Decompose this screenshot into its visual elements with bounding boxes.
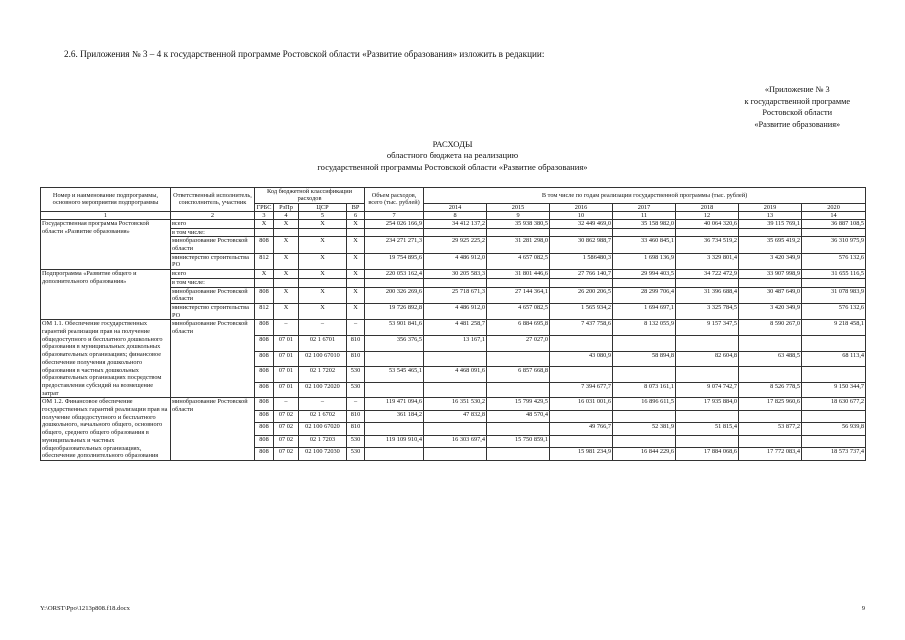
column-number: 7: [365, 211, 424, 219]
row-year-value: 4 468 091,6: [424, 367, 487, 383]
row-year-value: 43 080,9: [550, 351, 613, 367]
row-year-value: [487, 351, 550, 367]
row-rzpr: 07 02: [274, 448, 299, 461]
row-year-value: 576 132,6: [802, 253, 866, 269]
row-year-value: [424, 382, 487, 398]
row-rzpr: 07 01: [274, 335, 299, 351]
row-rzpr: Х: [274, 253, 299, 269]
row-responsible: министерство строительства РО: [171, 253, 255, 269]
row-year-value: 36 310 975,9: [802, 237, 866, 253]
row-responsible: минобразование Ростовской области: [171, 398, 255, 461]
row-year-value: [613, 228, 676, 237]
row-csr: [299, 278, 347, 287]
row-year-value: 31 655 116,5: [802, 270, 866, 279]
row-grbs: 812: [255, 303, 274, 319]
row-vr: Х: [347, 303, 365, 319]
row-total: 53 901 841,6: [365, 320, 424, 336]
row-year-value: 33 907 998,9: [739, 270, 802, 279]
row-year-value: 35 695 419,2: [739, 237, 802, 253]
row-vr: 530: [347, 448, 365, 461]
column-number: 13: [739, 211, 802, 219]
row-rzpr: [274, 278, 299, 287]
row-year-value: 36 734 519,2: [676, 237, 739, 253]
expenses-table: [40, 187, 866, 461]
row-csr: 02 1 6702: [299, 410, 347, 423]
row-year-value: 29 994 403,5: [613, 270, 676, 279]
row-rzpr: 07 02: [274, 435, 299, 448]
row-responsible: министерство строительства РО: [171, 303, 255, 319]
row-year-value: [550, 367, 613, 383]
header-years: В том числе по годам реализации государственной программы (тыс. рублей): [424, 188, 866, 204]
row-year-value: [550, 410, 613, 423]
appendix-line: Ростовской области: [762, 108, 833, 118]
row-csr: Х: [299, 253, 347, 269]
row-grbs: 808: [255, 435, 274, 448]
row-year-value: 4 657 082,5: [487, 253, 550, 269]
header-year: 2020: [802, 203, 866, 211]
row-csr: 02 1 7203: [299, 435, 347, 448]
row-year-value: 30 205 583,3: [424, 270, 487, 279]
row-year-value: 9 157 347,5: [676, 320, 739, 336]
table-row: [41, 398, 866, 411]
row-year-value: 8 132 055,9: [613, 320, 676, 336]
row-vr: Х: [347, 237, 365, 253]
header-grbs: ГРБС: [255, 203, 274, 211]
row-grbs: 808: [255, 398, 274, 411]
row-vr: Х: [347, 219, 365, 228]
row-total: [365, 351, 424, 367]
row-year-value: 9 150 344,7: [802, 382, 866, 398]
row-csr: 02 100 67020: [299, 423, 347, 436]
row-total: 356 376,5: [365, 335, 424, 351]
row-year-value: 4 481 258,7: [424, 320, 487, 336]
row-year-value: 3 420 349,9: [739, 253, 802, 269]
row-grbs: [255, 228, 274, 237]
row-year-value: 68 113,4: [802, 351, 866, 367]
row-csr: Х: [299, 270, 347, 279]
row-year-value: 32 449 469,0: [550, 219, 613, 228]
row-year-value: [487, 423, 550, 436]
row-year-value: [739, 435, 802, 448]
row-vr: Х: [347, 287, 365, 303]
row-grbs: 808: [255, 367, 274, 383]
row-grbs: 808: [255, 287, 274, 303]
row-total: 200 326 269,6: [365, 287, 424, 303]
row-vr: 810: [347, 351, 365, 367]
row-year-value: [802, 410, 866, 423]
row-year-value: 27 027,0: [487, 335, 550, 351]
column-number: 3: [255, 211, 274, 219]
row-year-value: [613, 410, 676, 423]
row-year-value: 27 766 140,7: [550, 270, 613, 279]
row-year-value: 49 766,7: [550, 423, 613, 436]
row-total: 254 026 166,9: [365, 219, 424, 228]
row-rzpr: –: [274, 320, 299, 336]
row-year-value: 4 657 082,5: [487, 303, 550, 319]
row-grbs: 808: [255, 351, 274, 367]
row-grbs: 808: [255, 410, 274, 423]
row-csr: 02 1 6701: [299, 335, 347, 351]
row-year-value: 17 825 960,6: [739, 398, 802, 411]
row-grbs: 808: [255, 423, 274, 436]
row-year-value: 25 718 671,3: [424, 287, 487, 303]
row-year-value: 6 857 668,8: [487, 367, 550, 383]
column-number: 9: [487, 211, 550, 219]
row-year-value: [550, 435, 613, 448]
row-vr: [347, 278, 365, 287]
row-year-value: [676, 228, 739, 237]
row-year-value: [424, 351, 487, 367]
row-rzpr: Х: [274, 219, 299, 228]
row-year-value: 28 299 706,4: [613, 287, 676, 303]
row-year-value: [739, 410, 802, 423]
column-number: 5: [299, 211, 347, 219]
row-year-value: 30 487 649,0: [739, 287, 802, 303]
header-csr: ЦСР: [299, 203, 347, 211]
row-csr: Х: [299, 219, 347, 228]
row-year-value: 3 325 784,5: [676, 303, 739, 319]
row-year-value: 31 281 298,0: [487, 237, 550, 253]
row-year-value: 1 586480,3: [550, 253, 613, 269]
row-name: ОМ 1.2. Финансовое обеспечение государственных гарантий реализации прав на получение общедоступного и бесплатного дошкольного, начального общего, основного общего, среднего общего образования в муниципальных и частных общеобразовательных организациях, обеспечение дополнительного образования: [41, 398, 171, 461]
row-year-value: [739, 335, 802, 351]
row-responsible: в том числе:: [171, 278, 255, 287]
row-csr: –: [299, 398, 347, 411]
header-rzpr: РзПр: [274, 203, 299, 211]
row-vr: 530: [347, 382, 365, 398]
row-year-value: 15 750 859,1: [487, 435, 550, 448]
intro-text: 2.6. Приложения № 3 – 4 к государственной программе Ростовской области «Развитие образования» изложить в редакции:: [64, 49, 545, 59]
row-year-value: 27 144 364,1: [487, 287, 550, 303]
row-year-value: 16 303 697,4: [424, 435, 487, 448]
row-rzpr: Х: [274, 237, 299, 253]
row-responsible: в том числе:: [171, 228, 255, 237]
row-csr: 02 100 72020: [299, 382, 347, 398]
appendix-line: «Развитие образования»: [754, 119, 841, 129]
row-year-value: 9 218 458,1: [802, 320, 866, 336]
footer-file-path: Y:\ORST\Ppo\1213p808.f18.docx: [40, 605, 130, 612]
row-vr: –: [347, 398, 365, 411]
row-year-value: 26 200 206,5: [550, 287, 613, 303]
header-year: 2018: [676, 203, 739, 211]
row-year-value: 40 064 320,6: [676, 219, 739, 228]
header-code: Код бюджетной классификации расходов: [255, 188, 365, 204]
row-year-value: 53 877,2: [739, 423, 802, 436]
row-year-value: [802, 335, 866, 351]
header-name: Номер и наименование подпрограммы, основного мероприятия подпрограммы: [41, 188, 171, 212]
row-year-value: 9 074 742,7: [676, 382, 739, 398]
column-number: 1: [41, 211, 171, 219]
row-responsible: минобразование Ростовской области: [171, 237, 255, 253]
header-total: Объем расходов, всего (тыс. рублей): [365, 188, 424, 212]
row-year-value: [676, 278, 739, 287]
appendix-line: к государственной программе: [744, 96, 850, 106]
row-year-value: 47 832,8: [424, 410, 487, 423]
table-body: [41, 219, 866, 460]
row-rzpr: 07 01: [274, 382, 299, 398]
row-rzpr: 07 01: [274, 351, 299, 367]
row-year-value: 29 925 225,2: [424, 237, 487, 253]
row-name: ОМ 1.1. Обеспечение государственных гарантий реализации прав на получение общедоступного и бесплатного дошкольного образования в муниципальных дошкольных образовательных организациях; финансовое обеспечение получения дошкольного образования в частных дошкольных образовательных организациях посредством предоставления субсидий на возмещение затрат: [41, 320, 171, 398]
row-vr: Х: [347, 253, 365, 269]
row-year-value: 7 437 758,6: [550, 320, 613, 336]
row-csr: –: [299, 320, 347, 336]
row-total: 53 545 465,1: [365, 367, 424, 383]
row-grbs: [255, 278, 274, 287]
column-number: 10: [550, 211, 613, 219]
row-year-value: 16 844 229,6: [613, 448, 676, 461]
row-grbs: 808: [255, 335, 274, 351]
row-year-value: 52 381,9: [613, 423, 676, 436]
row-year-value: 13 167,1: [424, 335, 487, 351]
row-total: 119 109 910,4: [365, 435, 424, 448]
row-year-value: 4 486 912,0: [424, 303, 487, 319]
title-line: РАСХОДЫ: [432, 139, 473, 149]
row-responsible: всего: [171, 219, 255, 228]
row-rzpr: –: [274, 398, 299, 411]
row-total: [365, 382, 424, 398]
column-number: 14: [802, 211, 866, 219]
row-year-value: [739, 228, 802, 237]
row-responsible: минобразование Ростовской области: [171, 287, 255, 303]
row-vr: 530: [347, 435, 365, 448]
row-year-value: [613, 335, 676, 351]
column-number: 6: [347, 211, 365, 219]
row-year-value: 36 887 108,5: [802, 219, 866, 228]
row-csr: Х: [299, 303, 347, 319]
column-number: 2: [171, 211, 255, 219]
row-year-value: [676, 435, 739, 448]
column-number: 11: [613, 211, 676, 219]
row-year-value: 17 935 884,0: [676, 398, 739, 411]
row-year-value: 3 420 349,9: [739, 303, 802, 319]
row-year-value: 31 078 983,9: [802, 287, 866, 303]
row-year-value: [739, 278, 802, 287]
table-header: [41, 188, 866, 220]
row-grbs: 808: [255, 448, 274, 461]
document-title: [0, 139, 905, 173]
row-rzpr: Х: [274, 270, 299, 279]
row-year-value: 31 801 446,6: [487, 270, 550, 279]
row-responsible: всего: [171, 270, 255, 279]
row-rzpr: [274, 228, 299, 237]
row-year-value: 1 698 136,9: [613, 253, 676, 269]
row-year-value: 6 884 695,8: [487, 320, 550, 336]
row-year-value: 17 884 068,6: [676, 448, 739, 461]
row-vr: –: [347, 320, 365, 336]
row-year-value: [802, 435, 866, 448]
row-year-value: 34 412 137,2: [424, 219, 487, 228]
row-vr: 530: [347, 367, 365, 383]
row-year-value: 18 573 737,4: [802, 448, 866, 461]
row-year-value: 1 565 934,2: [550, 303, 613, 319]
row-total: 220 053 162,4: [365, 270, 424, 279]
row-responsible: минобразование Ростовской области: [171, 320, 255, 398]
row-year-value: [676, 410, 739, 423]
row-rzpr: 07 02: [274, 410, 299, 423]
row-csr: 02 100 72030: [299, 448, 347, 461]
column-number: 4: [274, 211, 299, 219]
header-year: 2017: [613, 203, 676, 211]
row-year-value: [424, 448, 487, 461]
row-total: 119 471 094,6: [365, 398, 424, 411]
row-year-value: [676, 335, 739, 351]
row-csr: [299, 228, 347, 237]
row-year-value: [487, 382, 550, 398]
row-grbs: Х: [255, 270, 274, 279]
row-year-value: [424, 423, 487, 436]
row-vr: Х: [347, 270, 365, 279]
header-year: 2015: [487, 203, 550, 211]
row-year-value: [676, 367, 739, 383]
row-year-value: [802, 278, 866, 287]
table-row: [41, 219, 866, 228]
row-csr: 02 100 67010: [299, 351, 347, 367]
row-year-value: 31 396 688,4: [676, 287, 739, 303]
header-year: 2019: [739, 203, 802, 211]
row-vr: 810: [347, 423, 365, 436]
row-year-value: [802, 367, 866, 383]
header-vr: ВР: [347, 203, 365, 211]
row-year-value: [802, 228, 866, 237]
row-year-value: 34 722 472,9: [676, 270, 739, 279]
row-year-value: [550, 228, 613, 237]
row-year-value: [739, 367, 802, 383]
row-rzpr: Х: [274, 303, 299, 319]
row-csr: Х: [299, 287, 347, 303]
row-grbs: Х: [255, 219, 274, 228]
row-grbs: 808: [255, 382, 274, 398]
row-year-value: 4 486 912,0: [424, 253, 487, 269]
row-year-value: [613, 278, 676, 287]
row-year-value: 15 981 234,9: [550, 448, 613, 461]
row-year-value: 51 815,4: [676, 423, 739, 436]
row-year-value: 30 862 988,7: [550, 237, 613, 253]
row-total: 19 754 895,6: [365, 253, 424, 269]
row-grbs: 808: [255, 320, 274, 336]
row-vr: 810: [347, 335, 365, 351]
row-year-value: 8 073 161,1: [613, 382, 676, 398]
page-number: 9: [861, 605, 865, 612]
row-rzpr: 07 01: [274, 367, 299, 383]
appendix-line: «Приложение № 3: [764, 85, 830, 94]
column-number: 8: [424, 211, 487, 219]
row-name: Подпрограмма «Развитие общего и дополнительного образования»: [41, 270, 171, 320]
row-year-value: [613, 435, 676, 448]
row-year-value: [550, 278, 613, 287]
row-year-value: [613, 367, 676, 383]
row-total: [365, 448, 424, 461]
header-year: 2016: [550, 203, 613, 211]
row-year-value: 56 939,8: [802, 423, 866, 436]
row-year-value: 17 772 083,4: [739, 448, 802, 461]
row-vr: [347, 228, 365, 237]
row-year-value: [550, 335, 613, 351]
row-total: 234 271 271,3: [365, 237, 424, 253]
row-year-value: 48 570,4: [487, 410, 550, 423]
row-total: [365, 228, 424, 237]
row-year-value: 8 526 778,5: [739, 382, 802, 398]
row-total: 19 726 892,8: [365, 303, 424, 319]
row-grbs: 812: [255, 253, 274, 269]
row-year-value: 16 351 530,2: [424, 398, 487, 411]
row-vr: 810: [347, 410, 365, 423]
row-rzpr: Х: [274, 287, 299, 303]
row-year-value: [487, 448, 550, 461]
column-number-row: [41, 211, 866, 219]
row-year-value: 15 799 429,5: [487, 398, 550, 411]
row-rzpr: 07 02: [274, 423, 299, 436]
row-year-value: [424, 228, 487, 237]
row-year-value: 8 590 267,0: [739, 320, 802, 336]
row-year-value: 576 132,6: [802, 303, 866, 319]
title-line: государственной программы Ростовской области «Развитие образования»: [317, 161, 588, 172]
row-year-value: 16 031 001,6: [550, 398, 613, 411]
row-year-value: 35 938 380,5: [487, 219, 550, 228]
row-year-value: 82 604,8: [676, 351, 739, 367]
row-year-value: 63 488,5: [739, 351, 802, 367]
row-year-value: 16 896 611,5: [613, 398, 676, 411]
header-year: 2014: [424, 203, 487, 211]
row-name: Государственная программа Ростовской области «Развитие образования»: [41, 219, 171, 269]
row-year-value: 7 394 677,7: [550, 382, 613, 398]
appendix-heading: [745, 84, 850, 130]
table-row: [41, 320, 866, 336]
table-row: [41, 270, 866, 279]
row-csr: 02 1 7202: [299, 367, 347, 383]
row-year-value: 39 115 769,1: [739, 219, 802, 228]
row-year-value: 1 694 697,1: [613, 303, 676, 319]
row-year-value: 3 329 801,4: [676, 253, 739, 269]
row-year-value: [487, 228, 550, 237]
row-total: 361 184,2: [365, 410, 424, 423]
row-total: [365, 423, 424, 436]
row-year-value: 33 460 845,1: [613, 237, 676, 253]
row-year-value: 18 630 677,2: [802, 398, 866, 411]
row-total: [365, 278, 424, 287]
row-year-value: 58 894,8: [613, 351, 676, 367]
column-number: 12: [676, 211, 739, 219]
row-year-value: 35 158 982,0: [613, 219, 676, 228]
row-csr: Х: [299, 237, 347, 253]
row-grbs: 808: [255, 237, 274, 253]
row-year-value: [424, 278, 487, 287]
title-line: областного бюджета на реализацию: [386, 150, 519, 161]
row-year-value: [487, 278, 550, 287]
header-responsible: Ответственный исполнитель, соисполнитель, участник: [171, 188, 255, 212]
